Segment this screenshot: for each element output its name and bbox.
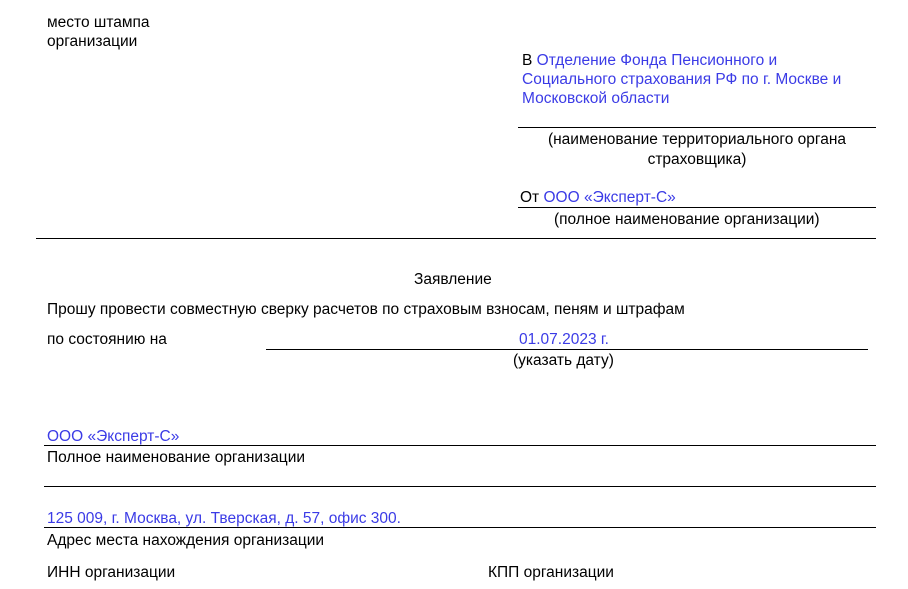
request-text: Прошу провести совместную сверку расчетов по страховым взносам, пеням и штрафам [47,301,685,318]
org-name-label: Полное наименование организации [47,449,306,466]
sender-underline [518,207,876,208]
as-of-label: по состоянию на [47,331,167,348]
recipient-name-line1: Отделение Фонда Пенсионного и [536,52,778,69]
date-caption: (указать дату) [513,352,614,369]
org-address-value: 125 009, г. Москва, ул. Тверская, д. 57, офис 300. [47,510,401,527]
stamp-place-label-line2: организации [47,33,138,50]
sender-caption: (полное наименование организации) [554,211,820,228]
recipient-line1 [522,51,777,70]
stamp-place-label-line1: место штампа [47,14,150,31]
blank-line [44,486,876,487]
recipient-underline [518,127,876,128]
recipient-name-line2: Социального страхования РФ по г. Москве и [522,71,842,88]
header-divider [36,238,876,239]
recipient-prefix: В [522,52,533,69]
inn-label: ИНН организации [47,564,176,581]
sender-prefix: От [520,189,540,206]
recipient-caption-line2: страховщика) [647,151,747,168]
org-name-underline [44,445,876,446]
date-underline [266,349,868,350]
org-address-label: Адрес места нахождения организации [47,532,325,549]
as-of-date: 01.07.2023 г. [519,331,609,348]
recipient-caption-line1: (наименование территориального органа [547,131,847,148]
document-title: Заявление [414,271,492,288]
sender-name: ООО «Эксперт-С» [543,189,676,206]
org-address-underline [44,527,876,528]
sender-line [520,188,676,207]
kpp-label: КПП организации [488,564,614,581]
recipient-name-line3: Московской области [522,90,670,107]
org-name-value: ООО «Эксперт-С» [47,428,180,445]
